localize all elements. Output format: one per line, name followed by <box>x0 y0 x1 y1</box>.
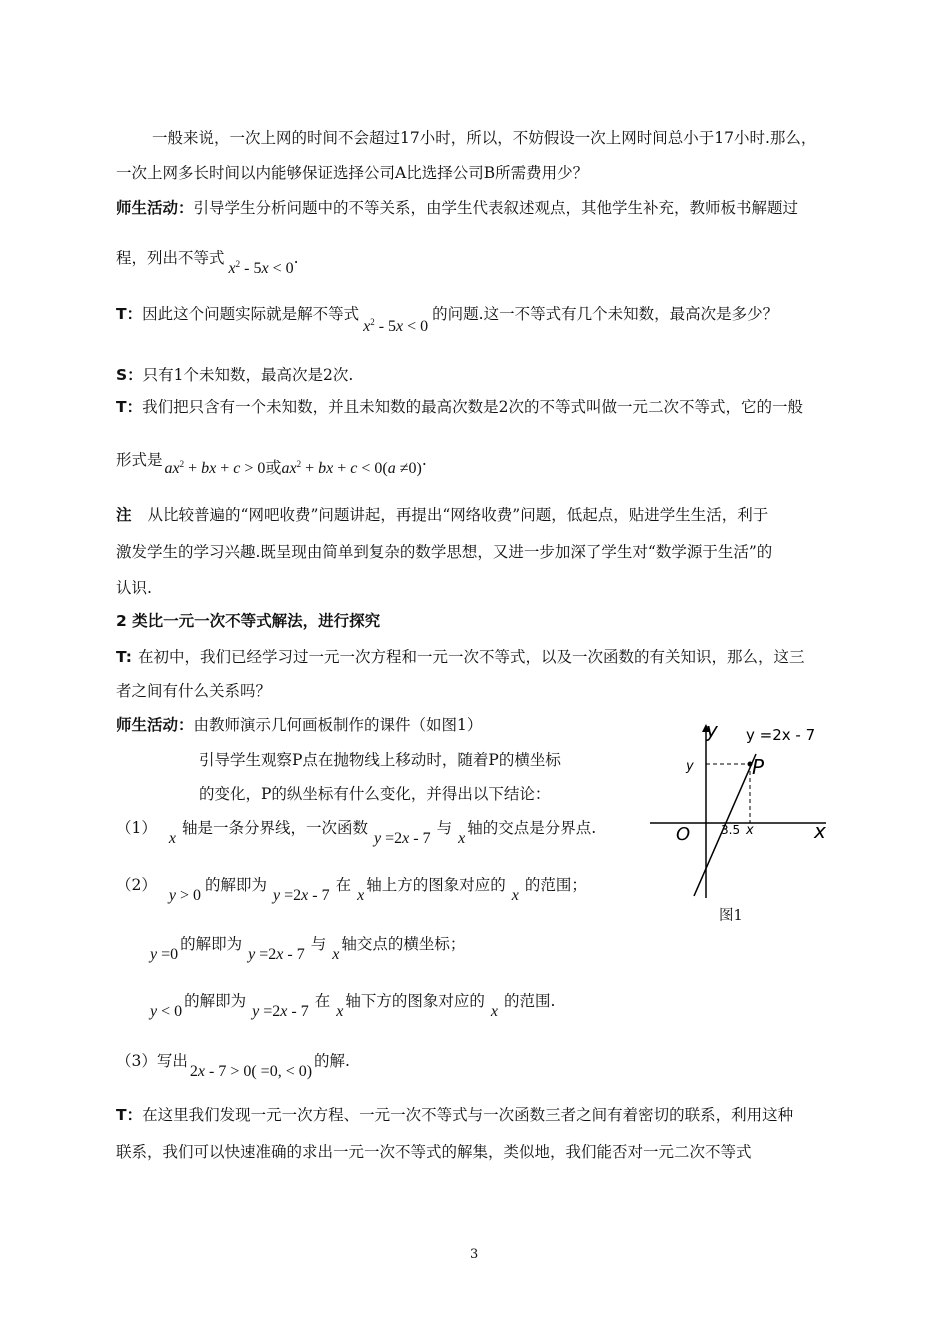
item-number-1: （1） <box>116 819 157 837</box>
item3-text: 的解. <box>314 1052 350 1070</box>
teacher-question-text: 因此这个问题实际就是解不等式 <box>142 305 360 323</box>
y-tick-label: y <box>686 759 694 774</box>
item2-text-a2: 在 <box>335 876 352 894</box>
math-x: x <box>332 946 340 963</box>
teacher-summary-line-2: 联系，我们可以快速准确的求出一元一次不等式的解集，类似地，我们能否对一元二次不等式 <box>116 1143 752 1161</box>
teacher-label: T： <box>116 305 143 323</box>
conclusion-2-c <box>150 992 556 1020</box>
item2-text-a1: 的解即为 <box>205 876 268 894</box>
general-form-formula: $ax^2$ + bx + c > 0或$ax^2$ + bx + c < 0(a ≠0) <box>164 458 422 477</box>
definition-text: 我们把只含有一个未知数，并且未知数的最高次数是2次的不等式叫做一元二次不等式，它的一般 <box>142 398 803 416</box>
teacher-summary-text: 在这里我们发现一元一次方程、一元一次不等式与一次函数三者之间有着密切的联系，利用这种 <box>142 1106 794 1124</box>
teacher-definition-line-1 <box>116 400 803 416</box>
y-less-zero: y < 0 <box>150 1003 183 1020</box>
intercept-label: 3.5 <box>721 823 741 837</box>
item2-text-a3: 轴上方的图象对应的 <box>366 876 506 894</box>
teacher-question-2-text: 在初中，我们已经学习过一元一次方程和一元一次不等式，以及一次函数的有关知识，那么，这三 <box>137 648 805 666</box>
math-x: x <box>336 1003 344 1020</box>
student-label: S： <box>116 366 143 384</box>
teacher-activity-text-2: 程，列出不等式 <box>116 249 225 267</box>
inequality-x2-5x: $x^2 - 5x < 0$ <box>228 259 294 277</box>
y-greater-zero: y > 0 <box>168 887 202 904</box>
section-heading: 2 类比一元一次不等式解法，进行探究 <box>116 612 381 630</box>
note-text-1: 从比较普遍的“网吧收费”问题讲起，再提出“网络收费”问题，低起点，贴进学生生活，利于 <box>147 506 769 524</box>
y-equals-zero: y =0 <box>150 946 179 963</box>
x-axis-label: x <box>814 819 826 843</box>
linear-function: y =2x - 7 <box>248 946 305 963</box>
teacher-activity-label-2: 师生活动： <box>116 716 194 734</box>
note-line-1 <box>116 508 768 524</box>
paragraph-1-line-2: 一次上网多长时间以内能够保证选择公司A比选择公司B所需费用少？ <box>116 164 589 182</box>
conclusion-2-b <box>150 935 466 963</box>
item2-text-c3: 轴下方的图象对应的 <box>345 992 485 1010</box>
linear-function: y =2x - 7 <box>273 887 330 904</box>
teacher-question-1 <box>116 305 779 335</box>
teacher-activity-2-line-2: 引导学生观察P点在抛物线上移动时，随着P的横坐标 <box>199 751 561 769</box>
note-label: 注 <box>116 506 132 524</box>
note-line-2: 激发学生的学习兴趣.既呈现由简单到复杂的数学思想，又进一步加深了学生对“数学源于生活”的 <box>116 543 773 561</box>
teacher-activity-label: 师生活动： <box>116 199 194 217</box>
teacher-activity-1-line-2 <box>116 249 299 277</box>
figure-1-graph <box>646 716 836 906</box>
math-x: x <box>490 1003 498 1020</box>
item1-text-1: 轴是一条分界线，一次函数 <box>181 819 368 837</box>
math-x: x <box>511 887 519 904</box>
math-x: x <box>458 830 466 847</box>
item2-text-b3: 轴交点的横坐标； <box>341 935 466 953</box>
item2-text-b1: 的解即为 <box>180 935 243 953</box>
teacher-question-2-line-1 <box>116 650 804 666</box>
teacher-label-3: T: <box>116 648 132 666</box>
teacher-definition-line-2 <box>116 451 427 477</box>
math-x: x <box>168 830 176 847</box>
linear-function: y =2x - 7 <box>252 1003 309 1020</box>
teacher-question-2-line-2: 者之间有什么关系吗？ <box>116 682 272 700</box>
teacher-summary-line-1 <box>116 1108 793 1124</box>
paragraph-1-line-1: 一般来说，一次上网的时间不会超过17小时，所以，不妨假设一次上网时间总小于17小时.那么， <box>152 129 817 147</box>
teacher-question-text-2: 的问题.这一不等式有几个未知数，最高次是多少？ <box>432 305 779 323</box>
origin-label: O <box>676 824 691 845</box>
item-number-3: （3）写出 <box>116 1052 188 1070</box>
teacher-activity-1 <box>116 201 798 217</box>
conclusion-1 <box>116 819 597 847</box>
item-number-2: （2） <box>116 876 157 894</box>
conclusion-2-a <box>116 876 587 904</box>
solve-inequality: 2x - 7 > 0( =0, < 0) <box>189 1063 313 1080</box>
teacher-activity-2-line-3: 的变化，P的纵坐标有什么变化，并得出以下结论： <box>199 785 551 803</box>
item1-text-2: 与 <box>436 819 453 837</box>
teacher-activity-text: 引导学生分析问题中的不等关系，由学生代表叙述观点，其他学生补充，教师板书解题过 <box>193 199 799 217</box>
x-tick-label: x <box>746 823 754 838</box>
student-answer-text: 只有1个未知数，最高次是2次. <box>142 366 354 384</box>
note-line-3: 认识. <box>116 579 152 597</box>
item2-text-b2: 与 <box>310 935 327 953</box>
student-answer <box>116 368 353 384</box>
general-form-label: 形式是 <box>116 451 163 469</box>
function-label: y =2x - 7 <box>746 726 816 744</box>
y-axis-label: y <box>706 718 718 742</box>
item1-text-3: 轴的交点是分界点. <box>467 819 597 837</box>
period: . <box>293 249 299 267</box>
item2-text-a4: 的范围； <box>524 876 587 894</box>
item2-text-c4: 的范围. <box>503 992 556 1010</box>
page-number: 3 <box>470 1247 479 1262</box>
figure-caption: 图1 <box>719 908 743 924</box>
item2-text-c1: 的解即为 <box>184 992 247 1010</box>
item2-text-c2: 在 <box>314 992 331 1010</box>
linear-function: y =2x - 7 <box>374 830 431 847</box>
teacher-activity-2 <box>116 718 482 734</box>
teacher-label-2: T： <box>116 398 143 416</box>
point-p-label: P <box>752 755 765 779</box>
math-x: x <box>357 887 365 904</box>
period-2: . <box>421 451 427 469</box>
teacher-label-4: T： <box>116 1106 143 1124</box>
inequality-x2-5x-inline: $x^2 - 5x < 0$ <box>363 317 429 335</box>
teacher-activity-2-text: 由教师演示几何画板制作的课件（如图1） <box>193 716 483 734</box>
conclusion-3 <box>116 1052 350 1080</box>
